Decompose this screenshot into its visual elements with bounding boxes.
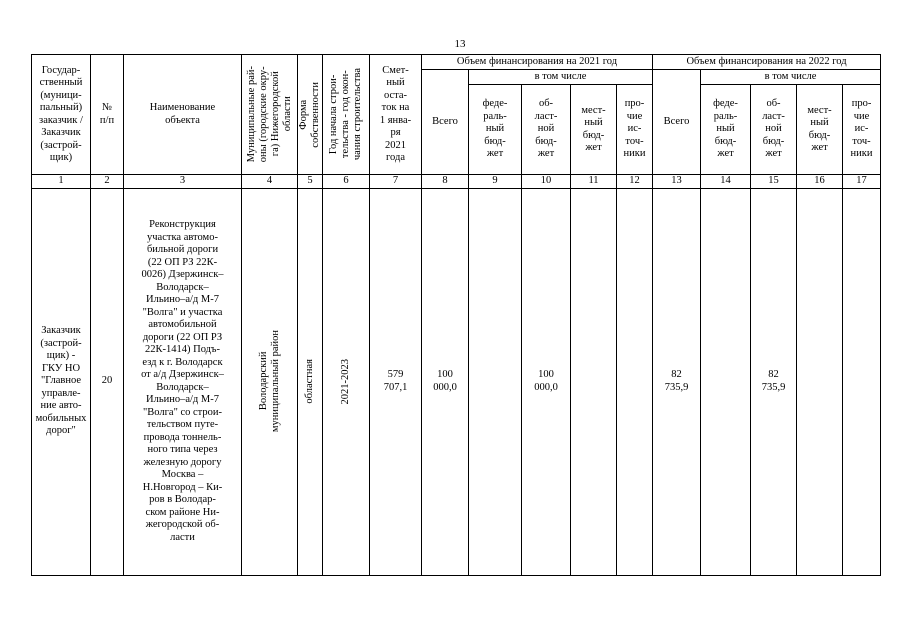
financing-table [31, 54, 881, 576]
table-row [32, 188, 881, 575]
header-total-2021: Всего [422, 70, 469, 175]
header-num: № п/п [91, 55, 124, 175]
row-object-name: Реконструкция участка автомо- бильной дороги (22 ОП РЗ 22К- 0026) Дзержинск– Володарск– Ильино–а/д М-7 "Волга" и участка автомобильной дороги (22 ОП РЗ 22К-1414) Подъ- езд к г. Володарск от а/д Дзержинск– Володарск– Ильино–а/д М-7 "Волга" со строи- тельством путе- провода тоннель- ного типа через железную дорогу Москва – Н.Новгород – Ки- ров в Володар- ском районе Ни- жегородской об- ласти [124, 188, 242, 575]
header-row-1 [32, 55, 881, 70]
header-municipality: Муниципальные рай- оны (городские окру- га) Нижегородской области [245, 66, 293, 163]
header-estimate: Смет- ный оста- ток на 1 янва- ря 2021 года [370, 55, 422, 175]
row-customer: Заказчик (застрой- щик) - ГКУ НО "Главное управле- ние авто- мобильных дорог" [32, 188, 91, 575]
column-number: 13 [653, 175, 701, 189]
column-number: 7 [370, 175, 422, 189]
header-municipality-cell [242, 55, 298, 175]
column-number: 11 [571, 175, 617, 189]
column-number: 9 [469, 175, 522, 189]
row-ownership: областная [304, 359, 315, 404]
row-local-2022 [797, 188, 843, 575]
row-estimate: 579 707,1 [370, 188, 422, 575]
column-number: 17 [843, 175, 881, 189]
header-total-2022: Всего [653, 70, 701, 175]
header-ownership-cell [298, 55, 323, 175]
column-number: 15 [751, 175, 797, 189]
row-num: 20 [91, 188, 124, 575]
header-customer: Государ- ственный (муници- пальный) заказчик / Заказчик (застрой- щик) [32, 55, 91, 175]
header-years: Год начала строи- тельства - год окон- чания строительства [328, 68, 363, 161]
row-total-2021: 100 000,0 [422, 188, 469, 575]
header-local-2022: мест- ный бюд- жет [797, 85, 843, 175]
row-total-2022: 82 735,9 [653, 188, 701, 575]
column-number: 16 [797, 175, 843, 189]
row-ownership-cell [298, 188, 323, 575]
header-regional-2022: об- ласт- ной бюд- жет [751, 85, 797, 175]
column-number: 10 [522, 175, 571, 189]
header-regional-2021: об- ласт- ной бюд- жет [522, 85, 571, 175]
header-fin-2022: Объем финансирования на 2022 год [653, 55, 881, 70]
row-regional-2022: 82 735,9 [751, 188, 797, 575]
header-other-2022: про- чие ис- точ- ники [843, 85, 881, 175]
header-ownership: Форма собственности [298, 81, 321, 148]
column-number-row [32, 175, 881, 189]
row-other-2021 [617, 188, 653, 575]
header-federal-2021: феде- раль- ный бюд- жет [469, 85, 522, 175]
page-number: 13 [454, 38, 466, 50]
column-number: 3 [124, 175, 242, 189]
column-number: 4 [242, 175, 298, 189]
column-number: 5 [298, 175, 323, 189]
row-federal-2021 [469, 188, 522, 575]
column-number: 1 [32, 175, 91, 189]
header-other-2021: про- чие ис- точ- ники [617, 85, 653, 175]
column-number: 12 [617, 175, 653, 189]
header-object-name: Наименование объекта [124, 55, 242, 175]
row-years: 2021-2023 [340, 358, 351, 405]
row-other-2022 [843, 188, 881, 575]
column-number: 2 [91, 175, 124, 189]
row-municipality: Володарский муниципальный район [257, 330, 281, 433]
header-local-2021: мест- ный бюд- жет [571, 85, 617, 175]
row-local-2021 [571, 188, 617, 575]
row-years-cell [323, 188, 370, 575]
row-federal-2022 [701, 188, 751, 575]
header-including-2021: в том числе [469, 70, 653, 85]
row-regional-2021: 100 000,0 [522, 188, 571, 575]
header-fin-2021: Объем финансирования на 2021 год [422, 55, 653, 70]
row-municipality-cell [242, 188, 298, 575]
column-number: 14 [701, 175, 751, 189]
column-number: 6 [323, 175, 370, 189]
header-years-cell [323, 55, 370, 175]
header-federal-2022: феде- раль- ный бюд- жет [701, 85, 751, 175]
column-number: 8 [422, 175, 469, 189]
header-including-2022: в том числе [701, 70, 881, 85]
